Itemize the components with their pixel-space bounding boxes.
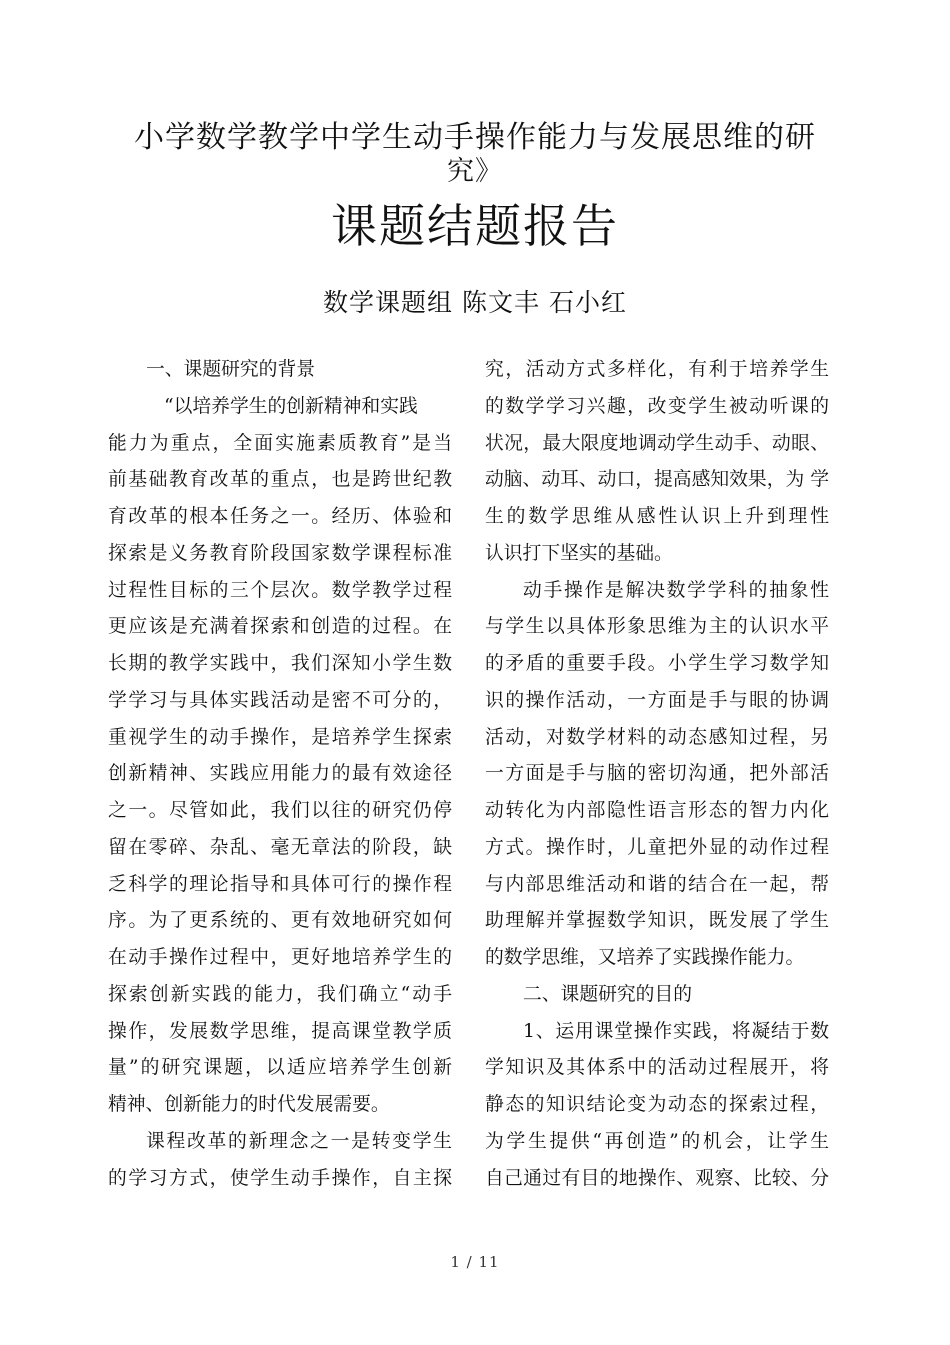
text-line: 动转化为内部隐性语言形态的智力内化 bbox=[485, 800, 829, 821]
text-line: 之一。尽管如此，我们以往的研究仍停 bbox=[108, 800, 452, 821]
text-line: 的数学学习兴趣，改变学生被动听课的 bbox=[485, 395, 829, 417]
text-line: 长期的教学实践中，我们深知小学生数 bbox=[108, 653, 452, 674]
text-line: 乏科学的理论指导和具体可行的操作程 bbox=[108, 873, 452, 895]
text-line: 的学习方式，使学生动手操作，自主探 bbox=[108, 1167, 452, 1189]
section-heading-purpose: 二、课题研究的目的 bbox=[523, 983, 693, 1005]
text-line: 认识打下坚实的基础。 bbox=[485, 542, 673, 564]
text-line: 一方面是手与脑的密切沟通，把外部活 bbox=[485, 763, 829, 785]
text-line: 留在零碎、杂乱、毫无章法的阶段，缺 bbox=[108, 836, 452, 858]
page-number: 1 / 11 bbox=[450, 1253, 500, 1271]
text-line: 育改革的根本任务之一。经历、体验和 bbox=[108, 506, 452, 527]
text-line: 生的数学思维从感性认识上升到理性 bbox=[485, 506, 829, 527]
document-title-line-2: 究》 bbox=[447, 156, 503, 187]
section-heading-background: 一、课题研究的背景 bbox=[146, 359, 316, 380]
text-line: 操作，发展数学思维，提高课堂教学质 bbox=[108, 1020, 452, 1042]
authors-line: 数学课题组 陈文丰 石小红 bbox=[323, 288, 627, 317]
text-line: 序。为了更系统的、更有效地研究如何 bbox=[108, 910, 452, 932]
text-line: 课程改革的新理念之一是转变学生 bbox=[146, 1130, 452, 1152]
text-line: 为学生提供“再创造”的机会，让学生 bbox=[485, 1130, 829, 1152]
text-line: 与内部思维活动和谐的结合在一起，帮 bbox=[485, 873, 829, 895]
text-line: 自己通过有目的地操作、观察、比较、分 bbox=[485, 1167, 829, 1189]
document-title-line-1: 小学数学教学中学生动手操作能力与发展思维的研 bbox=[134, 120, 816, 155]
text-line: 探索是义务教育阶段国家数学课程标准 bbox=[108, 542, 452, 564]
text-line: 究，活动方式多样化，有利于培养学生 bbox=[485, 359, 829, 380]
text-line: 更应该是充满着探索和创造的过程。在 bbox=[108, 616, 452, 638]
text-line: 量”的研究课题，以适应培养学生创新 bbox=[108, 1057, 452, 1079]
text-line: 状况，最大限度地调动学生动手、动眼、 bbox=[485, 432, 829, 454]
text-line: 前基础教育改革的重点，也是跨世纪教 bbox=[108, 469, 452, 491]
text-line: 与学生以具体形象思维为主的认识水平 bbox=[485, 616, 829, 638]
left-column bbox=[108, 352, 452, 1197]
text-line: 静态的知识结论变为动态的探索过程， bbox=[485, 1094, 829, 1115]
report-title: 课题结题报告 bbox=[331, 199, 619, 253]
text-line: 1、运用课堂操作实践，将凝结于数 bbox=[523, 1020, 829, 1042]
text-line: 方式。操作时，儿童把外显的动作过程 bbox=[485, 836, 829, 858]
text-line: “以培养学生的创新精神和实践 bbox=[164, 395, 418, 417]
text-line: 在动手操作过程中，更好地培养学生的 bbox=[108, 947, 452, 968]
text-line: 精神、创新能力的时代发展需要。 bbox=[108, 1094, 390, 1115]
text-line: 创新精神、实践应用能力的最有效途径 bbox=[108, 763, 452, 785]
text-line: 动脑、动耳、动口，提高感知效果，为 学 bbox=[485, 469, 830, 491]
text-line: 动手操作是解决数学学科的抽象性 bbox=[523, 579, 829, 601]
text-line: 识的操作活动，一方面是手与眼的协调 bbox=[485, 689, 829, 711]
right-column bbox=[485, 352, 829, 1197]
text-line: 的数学思维，又培养了实践操作能力。 bbox=[485, 947, 805, 968]
text-line: 能力为重点，全面实施素质教育”是当 bbox=[108, 432, 452, 454]
text-line: 助理解并掌握数学知识，既发展了学生 bbox=[485, 910, 829, 932]
text-line: 重视学生的动手操作，是培养学生探索 bbox=[108, 726, 452, 748]
text-line: 学知识及其体系中的活动过程展开，将 bbox=[485, 1057, 829, 1079]
text-line: 活动，对数学材料的动态感知过程，另 bbox=[485, 726, 829, 748]
text-line: 过程性目标的三个层次。数学教学过程 bbox=[108, 579, 452, 601]
text-line: 探索创新实践的能力，我们确立“动手 bbox=[108, 983, 452, 1005]
text-line: 学学习与具体实践活动是密不可分的， bbox=[108, 689, 452, 711]
text-line: 的矛盾的重要手段。小学生学习数学知 bbox=[485, 653, 829, 674]
